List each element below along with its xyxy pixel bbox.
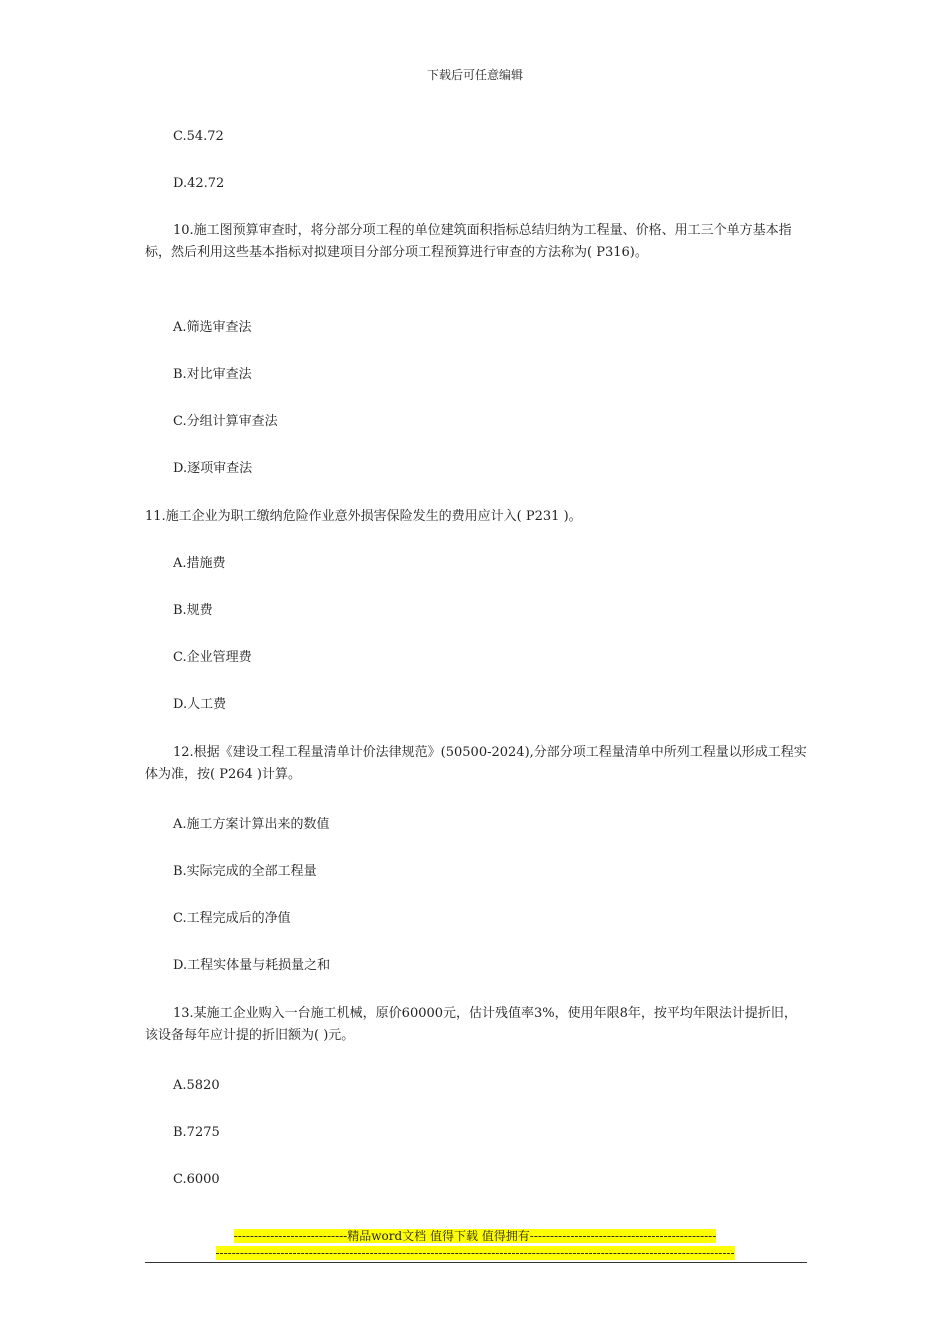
q10-option-d: D.逐项审查法 [173,461,253,476]
page-footer [0,1228,950,1262]
question-13: 13.某施工企业购入一台施工机械，原价60000元，估计残值率3%，使用年限8年，按平均年限法计提折旧，该设备每年应计提的折旧额为( )元。 [145,1006,797,1043]
option-d-prev: D.42.72 [173,176,225,191]
q12-option-c: C.工程完成后的净值 [173,911,291,926]
q11-option-a: A.措施费 [173,556,226,571]
q11-option-c: C.企业管理费 [173,650,252,665]
footer-banner-line-1: ----------------------------精品word文档 值得下载 值得拥有---------------------------------------------- [233,1229,717,1243]
question-10: 10.施工图预算审查时，将分部分项工程的单位建筑面积指标总结归纳为工程量、价格、用工三个单方基本指标，然后利用这些基本指标对拟建项目分部分项工程预算进行审查的方法称为( P316)。 [145,223,792,260]
page-header: 下载后可任意编辑 [426,68,523,82]
question-12: 12.根据《建设工程工程量清单计价法律规范》(50500-2024),分部分项工程量清单中所列工程量以形成工程实体为准，按( P264 )计算。 [145,745,807,782]
q12-option-a: A.施工方案计算出来的数值 [173,817,330,832]
q11-option-d: D.人工费 [173,697,227,712]
q12-option-b: B.实际完成的全部工程量 [173,864,317,879]
q13-option-b: B.7275 [173,1125,220,1140]
footer-rule [145,1262,807,1263]
q10-option-c: C.分组计算审查法 [173,414,278,429]
q11-option-b: B.规费 [173,603,213,618]
footer-banner-line-2: -------------------------------------------------------------------------------------------------------------------------------- [215,1246,735,1260]
q10-option-a: A.筛选审查法 [173,320,252,335]
q10-option-b: B.对比审查法 [173,367,252,382]
q13-option-c: C.6000 [173,1172,220,1187]
question-11: 11.施工企业为职工缴纳危险作业意外损害保险发生的费用应计入( P231 )。 [145,509,582,524]
option-c-prev: C.54.72 [173,129,224,144]
q13-option-a: A.5820 [173,1078,220,1093]
q12-option-d: D.工程实体量与耗损量之和 [173,958,331,973]
